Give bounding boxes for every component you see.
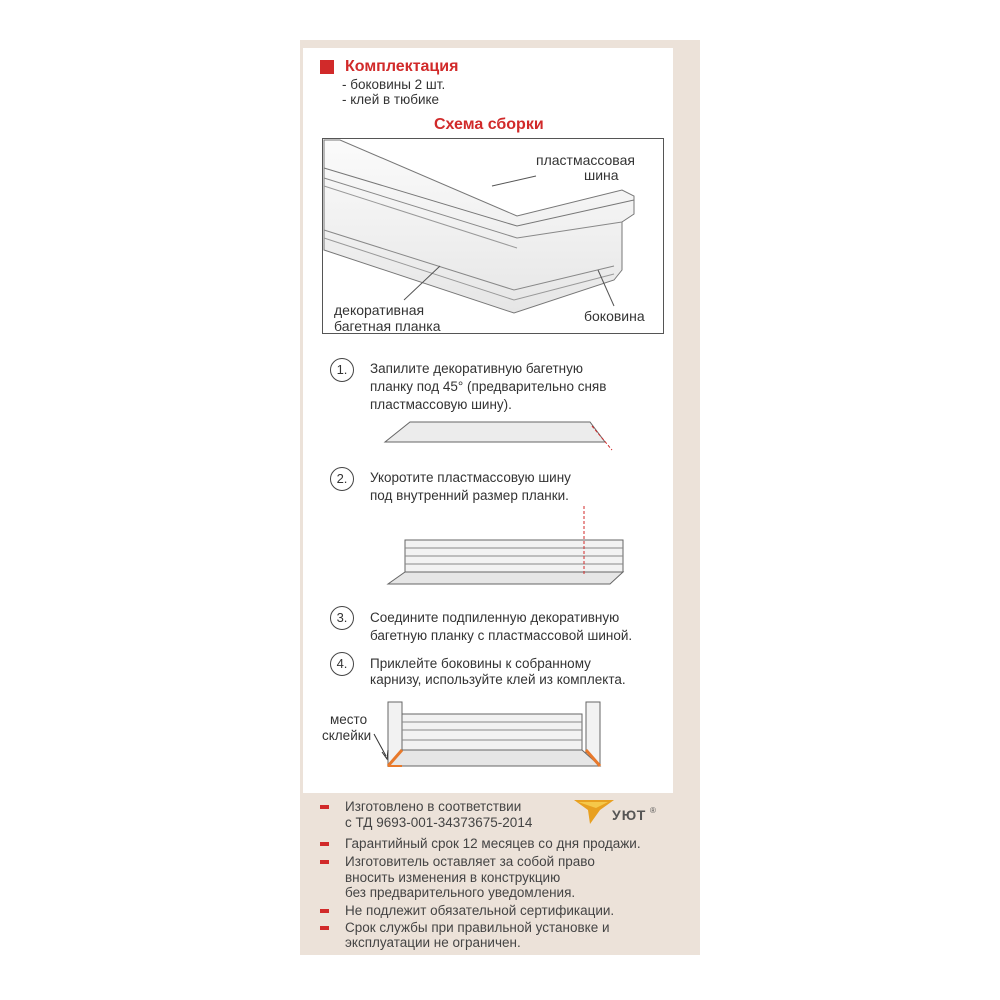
- scheme-title: Схема сборки: [434, 116, 544, 133]
- step-1-plank-illustration: [380, 412, 620, 462]
- step-4-line-2: карнизу, используйте клей из комплекта.: [370, 672, 626, 687]
- glue-spot-label: место: [330, 712, 368, 727]
- step-3-line-1: Соедините подпиленную декоративную: [370, 610, 620, 625]
- step-1-line-1: Запилите декоративную багетную: [370, 361, 584, 376]
- note-bullet-1-icon: [320, 805, 329, 809]
- note-5-line-1: Срок службы при правильной установке и: [345, 920, 610, 935]
- step-2-number: 2.: [330, 467, 354, 491]
- uyut-logo-text: УЮТ: [612, 807, 647, 823]
- kit-item-glue: - клей в тюбике: [342, 92, 440, 107]
- note-bullet-5-icon: [320, 926, 329, 930]
- note-1-line-1: Изготовлено в соответствии: [345, 799, 522, 814]
- note-3-line-3: без предварительного уведомления.: [345, 885, 576, 900]
- kit-item-sides: - боковины 2 шт.: [342, 77, 446, 92]
- note-bullet-2-icon: [320, 842, 329, 846]
- glue-spot-label-2: склейки: [322, 728, 372, 743]
- note-5-line-2: эксплуатации не ограничен.: [345, 935, 521, 950]
- step-4-glue-illustration: [372, 696, 612, 780]
- label-decor-plank-2: багетная планка: [334, 318, 441, 334]
- step-1-line-2: планку под 45° (предварительно сняв: [370, 379, 607, 394]
- note-2-line-1: Гарантийный срок 12 месяцев со дня продажи.: [345, 836, 641, 851]
- step-3-line-2: багетную планку с пластмассовой шиной.: [370, 628, 633, 643]
- note-1-line-2: с ТД 9693-001-34373675-2014: [345, 815, 533, 830]
- step-4-line-1: Приклейте боковины к собранному: [370, 656, 591, 671]
- note-3-line-1: Изготовитель оставляет за собой право: [345, 854, 595, 869]
- kit-marker-icon: [320, 60, 334, 74]
- note-4-line-1: Не подлежит обязательной сертификации.: [345, 903, 615, 918]
- label-decor-plank: декоративная: [334, 302, 425, 318]
- label-plastic-rail-2: шина: [584, 167, 619, 183]
- step-2-line-2: под внутренний размер планки.: [370, 488, 569, 503]
- note-bullet-4-icon: [320, 909, 329, 913]
- step-4-number: 4.: [330, 652, 354, 676]
- step-3-number: 3.: [330, 606, 354, 630]
- step-1-number: 1.: [330, 358, 354, 382]
- note-bullet-3-icon: [320, 860, 329, 864]
- note-3-line-2: вносить изменения в конструкцию: [345, 870, 561, 885]
- step-2-line-1: Укоротите пластмассовую шину: [370, 470, 571, 485]
- step-2-rail-illustration: [380, 504, 640, 594]
- label-plastic-rail: пластмассовая: [536, 152, 635, 168]
- step-1-line-3: пластмассовую шину).: [370, 397, 512, 412]
- kit-title: Комплектация: [345, 58, 459, 75]
- label-side: боковина: [584, 308, 645, 324]
- uyut-logo-mark: ®: [650, 806, 656, 815]
- uyut-logo-icon: [570, 796, 618, 826]
